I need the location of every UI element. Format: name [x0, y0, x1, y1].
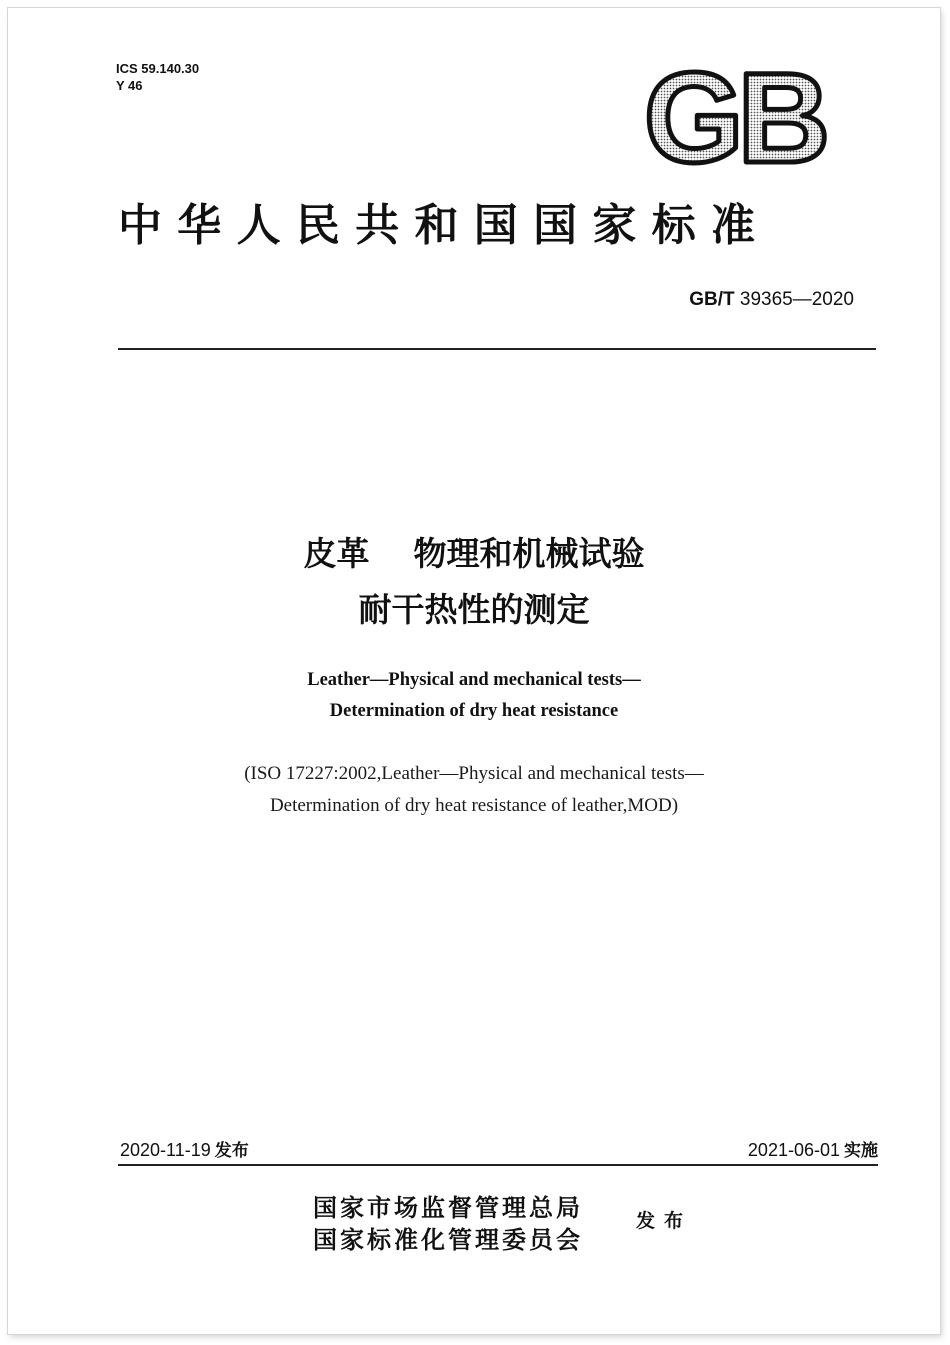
gb-logo — [636, 66, 832, 172]
issuers-action: 发布 — [636, 1210, 693, 1232]
iso-reference-line-2: Determination of dry heat resistance of leather,MOD) — [269, 795, 679, 816]
implement-date: 2021-06-01 — [747, 1140, 840, 1160]
standard-number-value: 39365—2020 — [739, 289, 854, 310]
issuer-samr: 国家市场监督管理总局 — [313, 1194, 583, 1222]
chinese-title-line-2: 耐干热性的测定 — [358, 590, 590, 629]
chinese-title-part-1: 皮革 — [303, 534, 370, 573]
implement-label: 实施 — [844, 1141, 878, 1161]
national-standard-title: 中华人民共和国国家标准 — [118, 200, 771, 251]
ics-code: ICS 59.140.30 — [116, 61, 200, 76]
issue-date-block — [120, 1136, 249, 1161]
english-title-line-2: Determination of dry heat resistance — [329, 701, 619, 721]
classification-codes — [116, 60, 199, 94]
standard-number — [689, 289, 854, 311]
iso-reference-line-1: (ISO 17227:2002,Leather—Physical and mechanical tests— — [244, 763, 704, 784]
gb-logo-text: GB — [644, 66, 824, 172]
issue-date: 2020-11-19 — [120, 1140, 211, 1160]
english-title-line-1: Leather—Physical and mechanical tests— — [307, 670, 641, 690]
chinese-title-line-1 — [8, 532, 940, 576]
standard-cover-page — [8, 8, 940, 1334]
issuing-organizations — [313, 1192, 583, 1256]
implement-date-block — [748, 1136, 878, 1161]
standard-number-prefix: GB/T — [689, 289, 735, 310]
issuer-sac: 国家标准化管理委员会 — [313, 1226, 583, 1254]
chinese-title-part-2: 物理和机械试验 — [413, 534, 645, 573]
ccs-code: Y 46 — [116, 78, 143, 93]
issue-label: 发布 — [214, 1141, 249, 1161]
top-divider — [118, 348, 876, 350]
bottom-divider — [118, 1164, 878, 1166]
